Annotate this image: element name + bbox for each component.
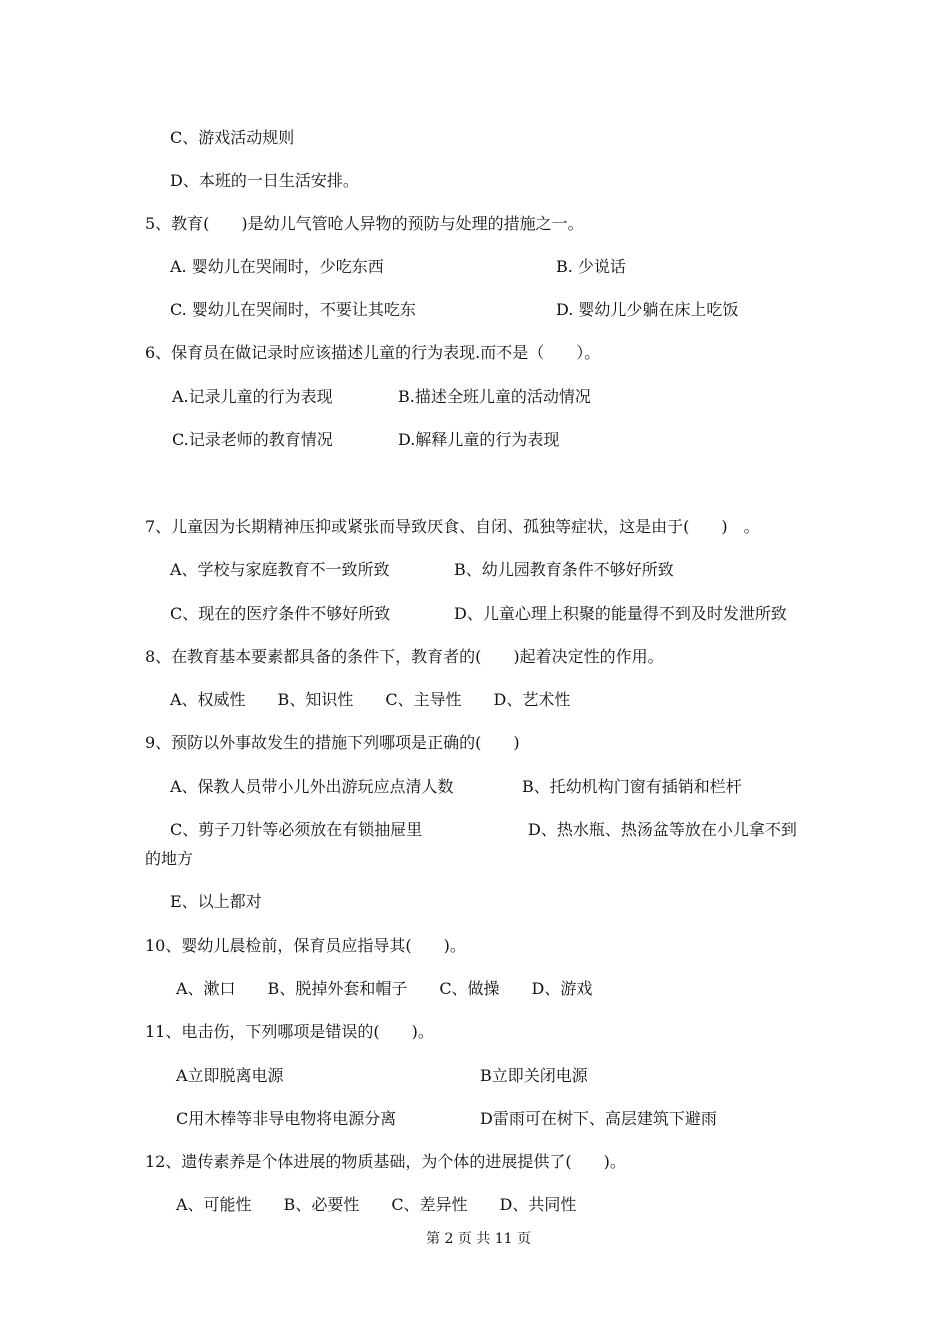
q6-option-d: D.解释儿童的行为表现 <box>398 430 560 449</box>
q8-options: A、权威性 B、知识性 C、主导性 D、艺术性 <box>170 690 571 709</box>
q12-question: 12、遗传素养是个体进展的物质基础，为个体的进展提供了( )。 <box>145 1152 626 1171</box>
q9-option-c: C、剪子刀针等必须放在有锁抽屉里 <box>170 820 423 839</box>
q9-option-b: B、托幼机构门窗有插销和栏杆 <box>522 777 742 796</box>
q5-question: 5、教育( )是幼儿气管呛人异物的预防与处理的措施之一。 <box>145 214 584 233</box>
q6-question: 6、保育员在做记录时应该描述儿童的行为表现.而不是（ ）。 <box>145 343 601 362</box>
q5-option-c: C. 婴幼儿在哭闹时，不要让其吃东 <box>170 300 416 319</box>
q6-option-a: A.记录儿童的行为表现 <box>172 387 333 406</box>
q10-question: 10、婴幼儿晨检前，保育员应指导其( )。 <box>145 936 466 955</box>
q7-option-b: B、幼儿园教育条件不够好所致 <box>454 560 674 579</box>
q9-option-d-continued: 的地方 <box>145 849 194 868</box>
q6-option-b: B.描述全班儿童的活动情况 <box>398 387 591 406</box>
q6-option-c: C.记录老师的教育情况 <box>172 430 333 449</box>
q8-question: 8、在教育基本要素都具备的条件下，教育者的( )起着决定性的作用。 <box>145 647 664 666</box>
q9-option-e: E、以上都对 <box>170 892 262 911</box>
q7-option-a: A、学校与家庭教育不一致所致 <box>170 560 390 579</box>
q7-option-c: C、现在的医疗条件不够好所致 <box>170 604 391 623</box>
q9-option-d: D、热水瓶、热汤盆等放在小儿拿不到 <box>528 820 797 839</box>
q5-option-a: A. 婴幼儿在哭闹时，少吃东西 <box>170 257 384 276</box>
q11-option-b: B立即关闭电源 <box>480 1066 588 1085</box>
q5-option-d: D. 婴幼儿少躺在床上吃饭 <box>556 300 739 319</box>
q9-question: 9、预防以外事故发生的措施下列哪项是正确的( ) <box>145 733 520 752</box>
q11-option-d: D雷雨可在树下、高层建筑下避雨 <box>480 1109 717 1128</box>
q11-question: 11、电击伤，下列哪项是错误的( )。 <box>145 1022 434 1041</box>
q7-question: 7、儿童因为长期精神压抑或紧张而导致厌食、自闭、孤独等症状，这是由于( ) 。 <box>145 517 760 536</box>
q4-option-d: D、本班的一日生活安排。 <box>170 171 359 190</box>
q11-option-a: A立即脱离电源 <box>176 1066 284 1085</box>
q9-option-a: A、保教人员带小儿外出游玩应点清人数 <box>170 777 454 796</box>
q12-options: A、可能性 B、必要性 C、差异性 D、共同性 <box>176 1195 577 1214</box>
q11-option-c: C用木棒等非导电物将电源分离 <box>176 1109 397 1128</box>
q10-options: A、漱口 B、脱掉外套和帽子 C、做操 D、游戏 <box>176 979 593 998</box>
q5-option-b: B. 少说话 <box>556 257 626 276</box>
page-footer: 第 2 页 共 11 页 <box>426 1231 531 1247</box>
q7-option-d: D、儿童心理上积聚的能量得不到及时发泄所致 <box>454 604 787 623</box>
q4-option-c: C、游戏活动规则 <box>170 128 295 147</box>
